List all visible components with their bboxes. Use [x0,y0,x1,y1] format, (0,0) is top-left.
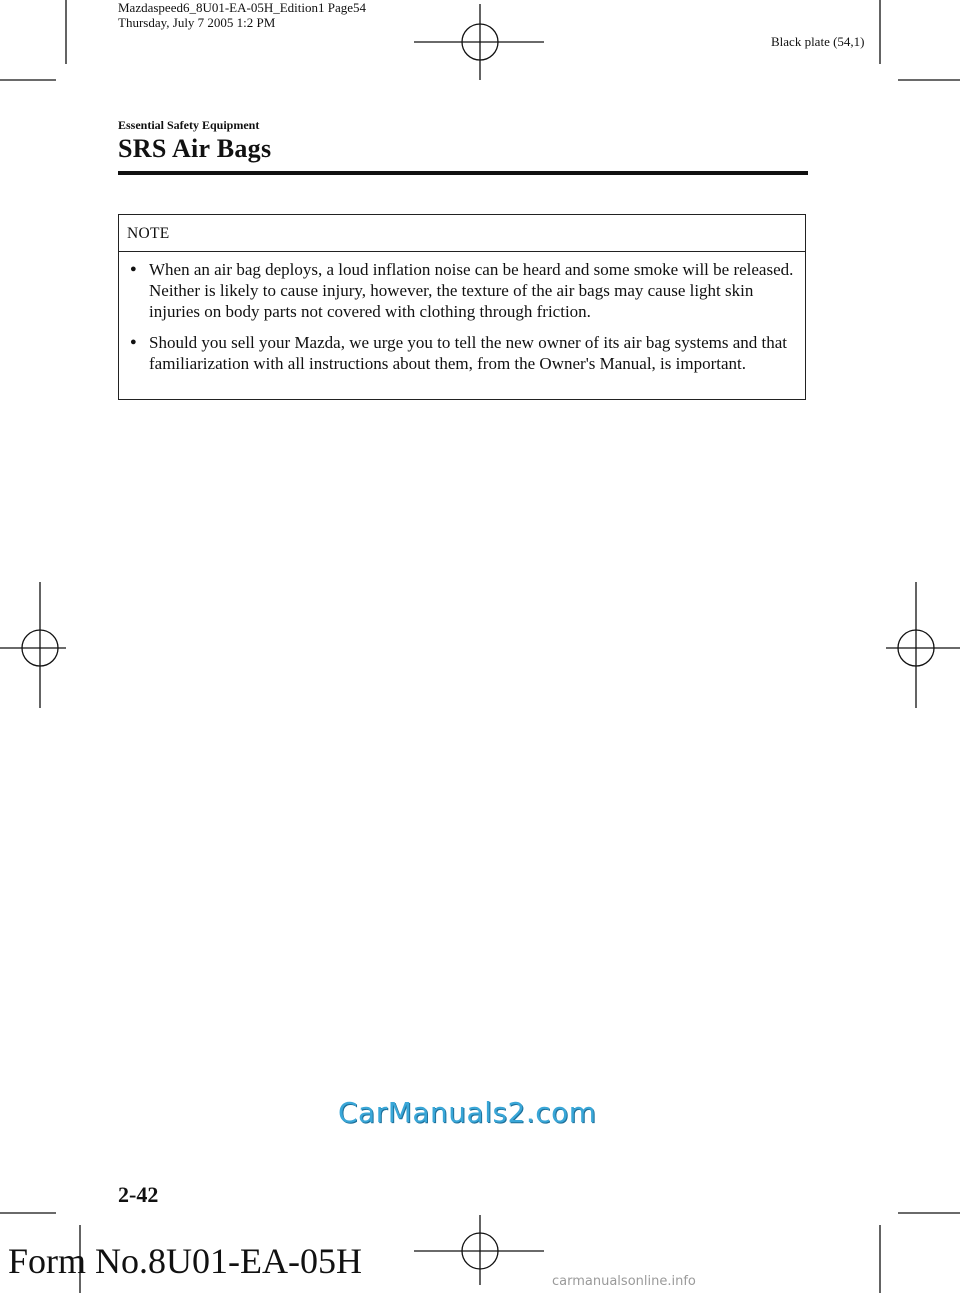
note-item [119,259,795,322]
print-date-line: Thursday, July 7 2005 1:2 PM [118,15,276,30]
section-label: Essential Safety Equipment [118,118,260,132]
watermark-logo: CarManuals2.com [338,1096,597,1129]
watermark-footer: carmanualsonline.info [552,1274,696,1289]
page-number: 2-42 [118,1182,159,1207]
bullet-icon: ● [130,336,137,348]
note-item-text: Should you sell your Mazda, we urge you to tell the new owner of its air bag systems and that familiarization with all instructions about them, from the Owner's Manual, is important. [149,333,788,373]
bullet-icon: ● [130,263,137,275]
page-title: SRS Air Bags [118,134,272,163]
note-divider [119,251,805,252]
note-item-text: When an air bag deploys, a loud inflation noise can be heard and some smoke will be released. Neither is likely to cause injury, however, the texture of the air bags may cause light skin injuries on body parts not covered with clothing through friction. [149,260,794,321]
note-heading: NOTE [127,225,170,242]
plate-label: Black plate (54,1) [771,34,865,49]
title-rule [118,171,808,175]
form-number: Form No.8U01-EA-05H [8,1241,362,1281]
print-file-line: Mazdaspeed6_8U01-EA-05H_Edition1 Page54 [118,0,367,15]
note-box [118,214,806,400]
print-info [118,0,366,30]
note-list [119,259,795,384]
note-item [119,332,795,374]
